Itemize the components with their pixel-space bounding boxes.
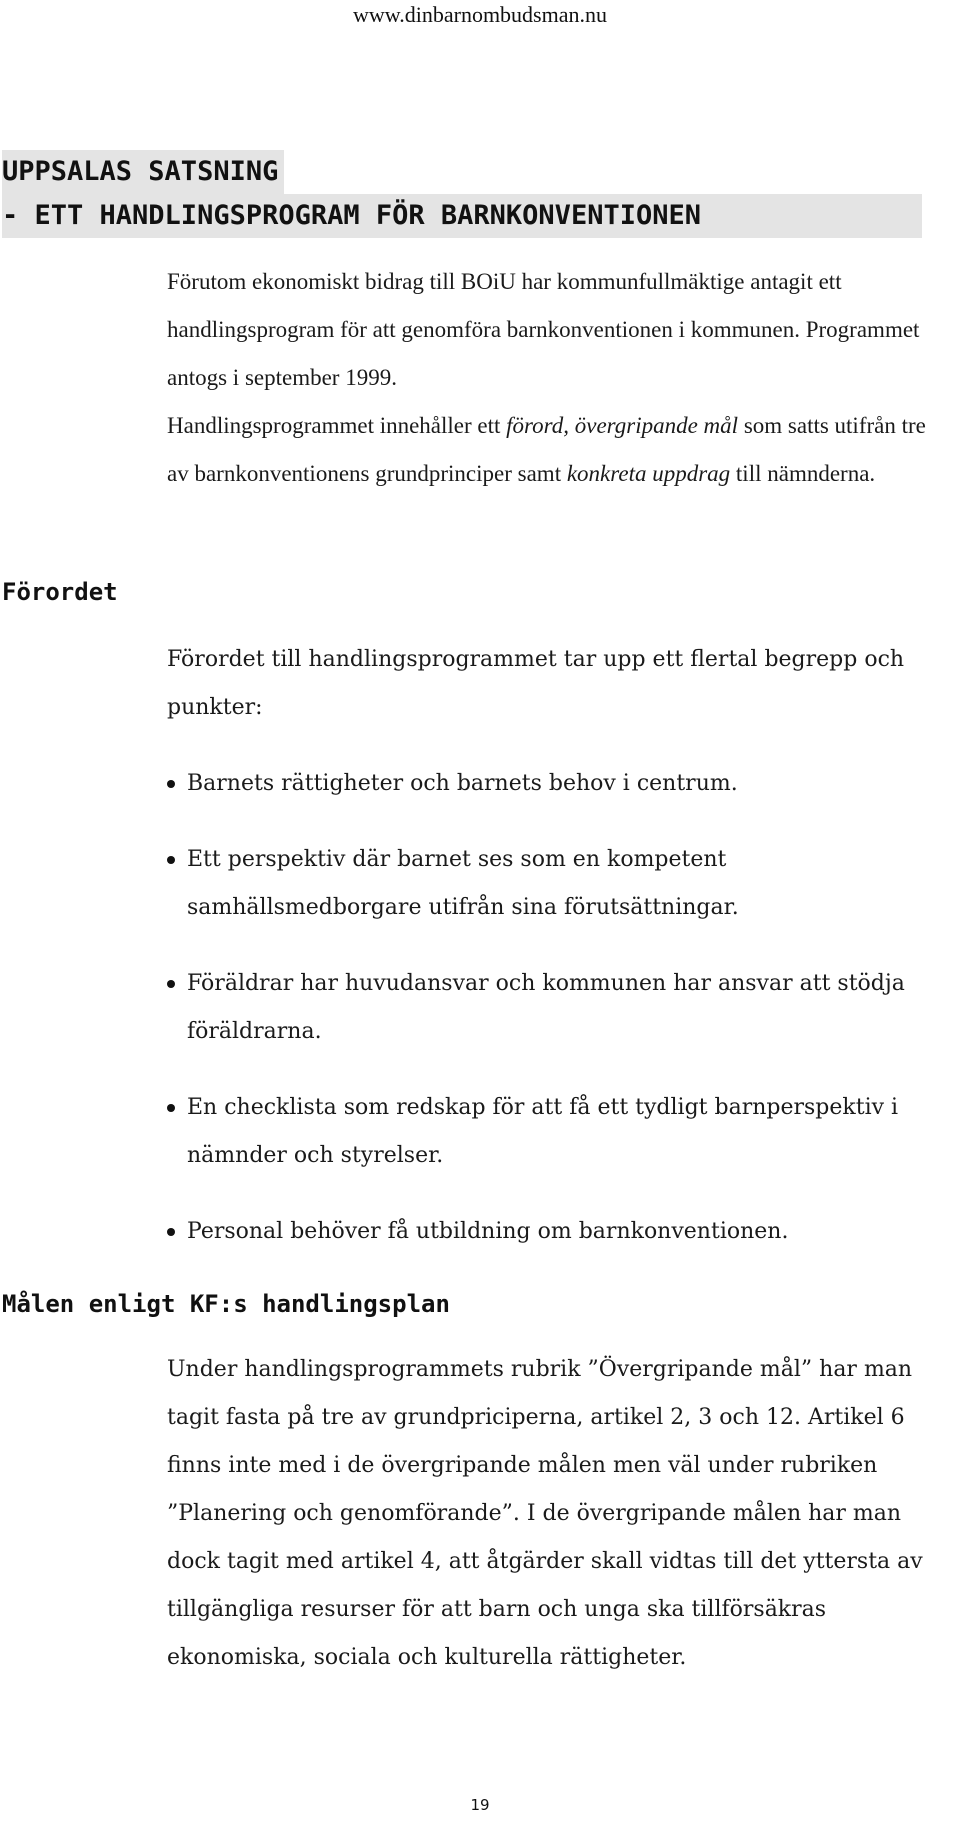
intro-text-mid: som satts utifrån tre av barnkonventionens grundprinciper samt [167,413,926,486]
list-item [167,836,937,932]
intro-paragraph-2 [167,402,937,498]
list-item [167,1084,937,1180]
title-line-2: - ETT HANDLINGSPROGRAM FÖR BARNKONVENTIONEN [2,194,922,238]
forordet-paragraph: Förordet till handlingsprogrammet tar upp ett flertal begrepp och punkter: [167,647,905,720]
page-number: 19 [470,1796,490,1814]
intro-emphasis-2: konkreta uppdrag [566,461,731,486]
list-item-text: Barnets rättigheter och barnets behov i centrum. [187,771,738,796]
list-item [167,760,937,808]
section-heading-malen: Målen enligt KF:s handlingsplan [2,1290,450,1318]
intro-emphasis-1: förord, övergripande mål [506,413,739,438]
bullet-icon [167,1104,175,1112]
section-heading-forordet: Förordet [2,578,118,606]
page-title [2,150,920,238]
list-item-text: Ett perspektiv där barnet ses som en kompetent samhällsmedborgare utifrån sina förutsättningar. [187,847,739,920]
bullet-icon [167,856,175,864]
title-line-1: UPPSALAS SATSNING [2,150,284,194]
list-item-text: En checklista som redskap för att få ett tydligt barnperspektiv i nämnder och styrelser. [187,1095,899,1168]
forordet-bullet-list [167,760,937,1284]
bullet-icon [167,780,175,788]
list-item-text: Personal behöver få utbildning om barnkonventionen. [187,1219,789,1244]
intro-paragraph-1: Förutom ekonomiskt bidrag till BOiU har kommunfullmäktige antagit ett handlingsprogram för att genomföra barnkonventionen i kommunen. Programmet antogs i september 1999. [167,269,920,390]
bullet-icon [167,1228,175,1236]
intro-text-prefix: Handlingsprogrammet innehåller ett [167,413,507,438]
malen-paragraph: Under handlingsprogrammets rubrik ”Övergripande mål” har man tagit fasta på tre av grundpriciperna, artikel 2, 3 och 12. Artikel 6 finns inte med i de övergripande målen men väl under rubriken ”Planering och genomförande”. I de övergripande målen har man dock tagit med artikel 4, att åtgärder skall vidtas till det yttersta av tillgängliga resurser för att barn och unga ska tillförsäkras ekonomiska, sociala och kulturella rättigheter. [167,1357,923,1670]
list-item [167,1208,937,1256]
intro-text-suffix: till nämnderna. [730,461,876,486]
bullet-icon [167,980,175,988]
list-item-text: Föräldrar har huvudansvar och kommunen har ansvar att stödja föräldrarna. [187,971,905,1044]
list-item [167,960,937,1056]
header-url: www.dinbarnombudsman.nu [353,2,607,27]
